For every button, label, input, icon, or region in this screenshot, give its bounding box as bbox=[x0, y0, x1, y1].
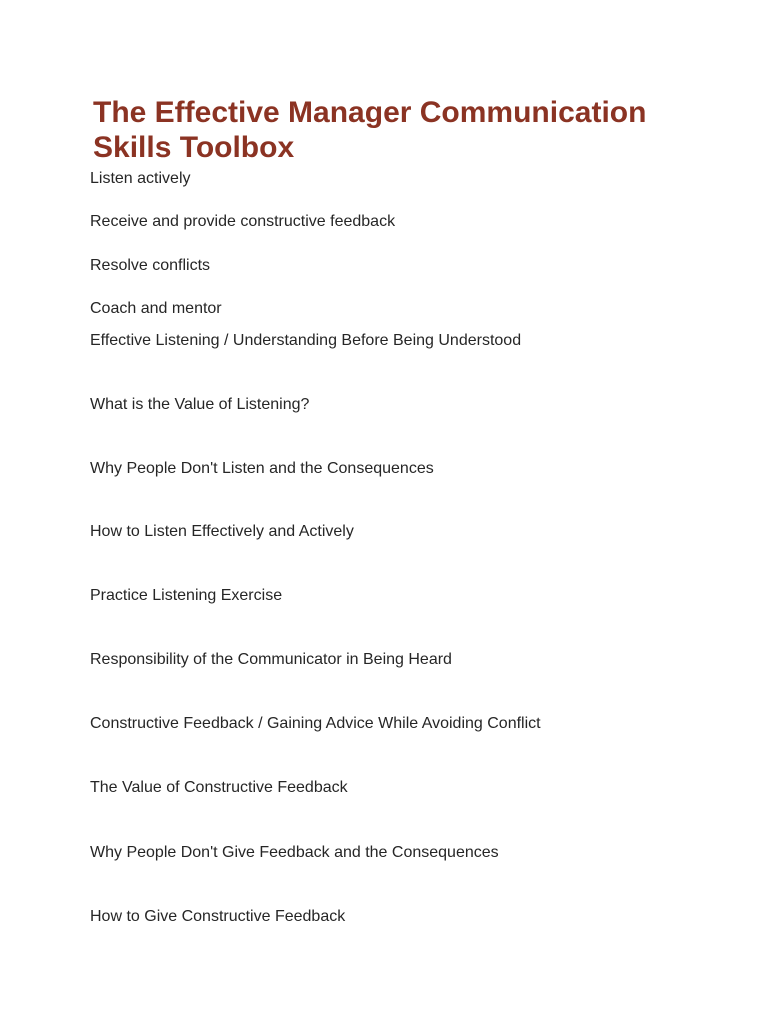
intro-item-feedback: Receive and provide constructive feedback bbox=[90, 213, 396, 230]
document-title: The Effective Manager Communication Skills Toolbox bbox=[93, 96, 647, 164]
intro-item-listen-actively: Listen actively bbox=[90, 170, 191, 187]
section-how-to-give-feedback: How to Give Constructive Feedback bbox=[90, 908, 346, 925]
section-effective-listening: Effective Listening / Understanding Before Being Understood bbox=[90, 332, 522, 349]
intro-item-coach-mentor: Coach and mentor bbox=[90, 300, 222, 317]
section-why-people-dont-listen: Why People Don't Listen and the Consequences bbox=[90, 460, 434, 477]
section-value-of-listening: What is the Value of Listening? bbox=[90, 396, 310, 413]
intro-item-resolve-conflicts: Resolve conflicts bbox=[90, 257, 211, 274]
section-value-of-feedback: The Value of Constructive Feedback bbox=[90, 779, 348, 796]
section-constructive-feedback: Constructive Feedback / Gaining Advice While Avoiding Conflict bbox=[90, 715, 541, 732]
section-how-to-listen: How to Listen Effectively and Actively bbox=[90, 523, 354, 540]
section-why-people-dont-give-feedback: Why People Don't Give Feedback and the Consequences bbox=[90, 844, 499, 861]
section-communicator-responsibility: Responsibility of the Communicator in Being Heard bbox=[90, 651, 452, 668]
section-practice-exercise: Practice Listening Exercise bbox=[90, 587, 283, 604]
